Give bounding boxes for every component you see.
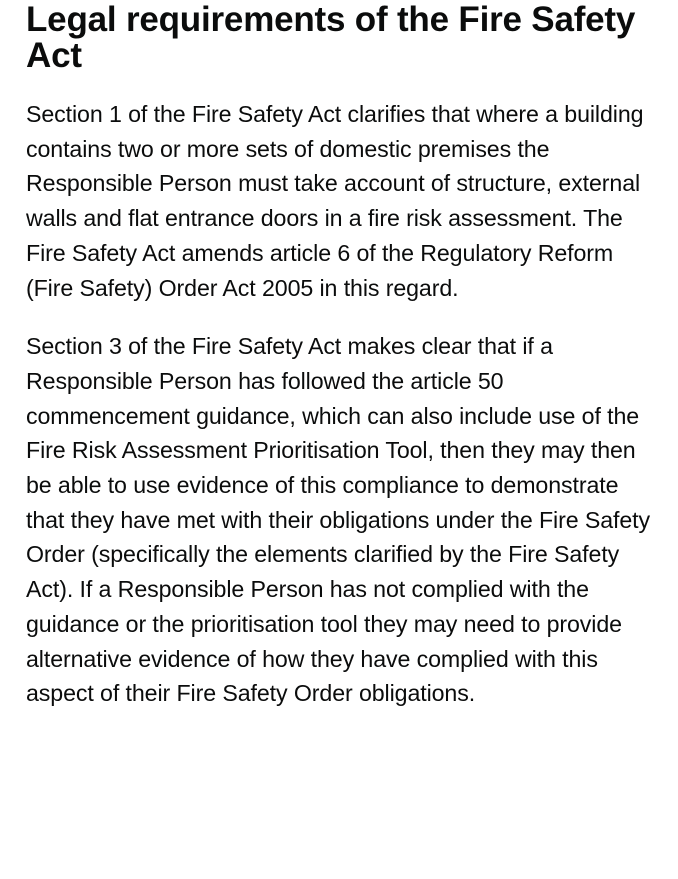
section-1-paragraph: Section 1 of the Fire Safety Act clarifies that where a building contains two or more sets of domestic premises the Responsible Person must take account of structure, external walls and flat entrance doors in a fire risk assessment. The Fire Safety Act amends article 6 of the Regulatory Reform (Fire Safety) Order Act 2005 in this regard. — [26, 101, 644, 301]
page-title: Legal requirements of the Fire Safety Act — [26, 0, 636, 75]
section-3-paragraph: Section 3 of the Fire Safety Act makes clear that if a Responsible Person has followed the article 50 commencement guidance, which can also include use of the Fire Risk Assessment Prioritisation Tool, then they may then be able to use evidence of this compliance to demonstrate that they have met with their obligations under the Fire Safety Order (specifically the elements clarified by the Fire Safety Act). If a Responsible Person has not complied with the guidance or the prioritisation tool they may need to provide alternative evidence of how they have complied with this aspect of their Fire Safety Order obligations. — [26, 333, 650, 707]
